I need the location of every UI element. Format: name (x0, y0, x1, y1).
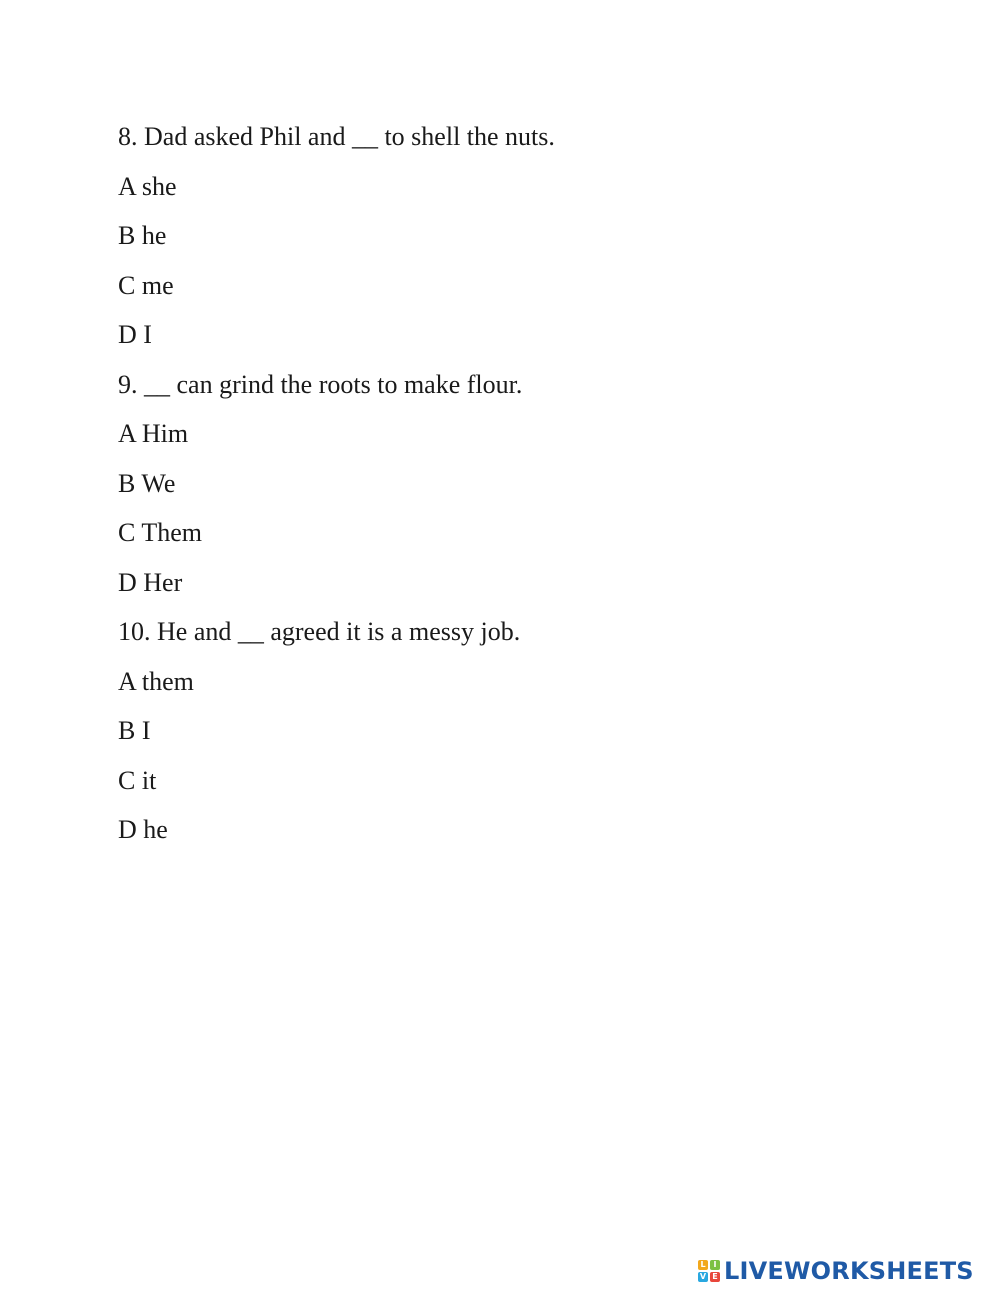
answer-option-d[interactable]: D Her (118, 567, 183, 597)
answer-option-d[interactable]: D he (118, 815, 168, 844)
logo-mark-tile: I (710, 1260, 720, 1270)
answer-option-b[interactable]: B We (118, 468, 176, 498)
answer-option-a[interactable]: A them (118, 666, 194, 696)
logo-mark-tile: E (710, 1272, 720, 1282)
question-8 (118, 112, 918, 360)
logo-mark-tile: L (698, 1260, 708, 1270)
logo-text: LIVEWORKSHEETS (724, 1257, 974, 1285)
answer-option-c[interactable]: C Them (118, 518, 203, 547)
answer-option-c[interactable]: C me (118, 270, 174, 300)
answer-option-b[interactable]: B I (118, 716, 151, 745)
answer-option-b[interactable]: B he (118, 221, 167, 250)
question-10 (118, 607, 918, 855)
answer-option-a[interactable]: A she (118, 171, 177, 201)
question-9 (118, 360, 918, 608)
logo-mark-tile: V (699, 1272, 707, 1281)
question-prompt: 9. __ can grind the roots to make flour. (118, 369, 523, 399)
worksheet-page (118, 112, 918, 855)
logo-mark-icon (698, 1260, 720, 1282)
answer-option-c[interactable]: C it (118, 765, 157, 795)
question-prompt: 10. He and __ agreed it is a messy job. (118, 617, 521, 646)
answer-option-a[interactable]: A Him (118, 419, 189, 448)
answer-option-d[interactable]: D I (118, 320, 152, 349)
question-prompt: 8. Dad asked Phil and __ to shell the nuts. (118, 122, 555, 151)
liveworksheets-logo (698, 1254, 974, 1288)
